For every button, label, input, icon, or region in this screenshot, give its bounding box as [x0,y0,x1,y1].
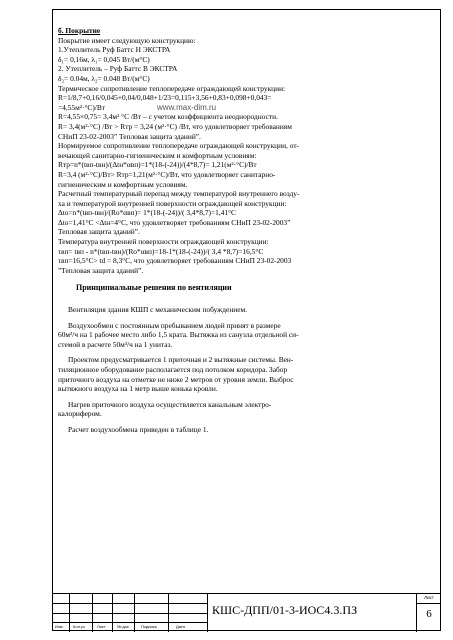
text-line: Расчетный температурный перепад между температурой внутреннего возду- [58,189,300,199]
section-heading-roof: б. Покрытие [58,26,101,35]
text-line: Воздухообмен с постоянным пребыванием людей принят в размере [68,320,281,330]
text-line: Rтр=n*(tвп-tвн)/(Δtн*αвп)=1*(18-(-24))/(4*8,7)= 1,21(м²·°С)/Вт [58,160,257,170]
text-line: Покрытие имеет следующую конструкцию: [58,35,196,45]
grid-line [92,594,93,632]
text-line: Δtо=n*(tвп-tвн)/(Rо*αвп)= 1*(18-(-24))/( 3,4*8,7)=1,41°С [58,208,236,218]
text-line: 60м³/ч на 1 рабочее место либо 1,5 крата. Вытяжка из санузла отдельной си- [58,330,299,340]
sheet-number: 6 [426,608,432,620]
paragraph [58,355,436,393]
text-line: СНиП 23-02-2003” Тепловая защита зданий”. [58,131,201,141]
text-line: τвп= tвп - n*(tвп-tвн)/(Rо*αвп)=18-1*(18-(-24))/( 3,4 *8,7)=16,5°С [58,246,264,256]
grid-line [168,594,169,632]
paragraph [58,400,436,419]
text-line: ”Тепловая защита зданий”. [58,265,144,275]
section-heading-ventilation: Принципиальные решения по вентиляции [76,283,232,293]
grid-line [52,613,207,614]
label-kol-uch: Кол.уч [73,624,85,629]
text-line: R=1/8,7+0,16/0,045+0,04/0,048+1/23=0,115+3,56+0,83+0,098+0,043= [58,93,272,103]
paragraph [58,321,436,350]
text-line: Тепловая защита зданий”. [58,227,140,237]
label-list: Лист [97,624,106,629]
text-line: Δtо=1,41°С <Δtн=4°С, что удовлетворяет требованиям СНиП 23-02-2003” [58,217,291,227]
text-line: =4,55м²·°С)/Вт [58,102,106,112]
revision-grid [52,594,207,632]
label-signature: Подпись [141,624,157,629]
text-line-with-watermark [58,103,436,113]
paragraph [58,425,436,435]
paragraph [58,305,436,315]
text-line: 2. Утеплитель – Руф Баттс В ЭКСТРА [58,64,178,74]
text-line: стемой в расчете 50м³/ч на 1 унитаз. [58,339,173,349]
document-code: КШС-ДПП/01-3-ИОС4.3.ПЗ [212,603,358,617]
sheet-label: Лист [417,595,441,604]
text-line: τвп=16,5°С> td = 8,3°С, что удовлетворяет требованиям СНиП 23-02-2003 [58,256,292,266]
text-line: R=4,55×0,75= 3,4м² °С /Вт – с учетом коэффициента неоднородности. [58,112,278,122]
text-line: вытяжного воздуха на 1 метр выше конька кровли. [58,384,218,394]
text-line: ха и температурой внутренней поверхности ограждающей конструкции: [58,198,287,208]
text-line: Вентиляция здания КШП с механическим побуждением. [68,305,248,315]
grid-line [112,594,113,632]
grid-line [52,603,207,604]
text-line: вечающей санитарно-гигиеническим и комфортным условиям: [58,150,257,160]
title-block [52,593,441,632]
text-line: Термическое сопротивление теплопередаче ограждающей конструкции: [58,83,286,93]
document-body [58,26,436,441]
watermark: www.max-dim.ru [157,102,217,112]
text-line: Нормируемое сопротивление теплопередаче ограждающей конструкции, от- [58,141,300,151]
text-line: Температура внутренней поверхности ограждающей конструкции: [58,237,269,247]
text-line: Проектом предусматривается 1 приточная и 2 вытяжные системы. Вен- [68,355,294,365]
sheet-box [416,594,441,632]
text-line: Расчет воздухообмена приведен в таблице 1. [68,424,209,434]
text-line: δ₂= 0.04м, λ₂= 0.048 Вт/(м°С) [58,73,150,83]
label-izm: Изм. [55,624,64,629]
text-line: тиляционное оборудование располагается под потолком коридора. Забор [58,365,288,374]
text-line: Нагрев приточного воздуха осуществляется канальным электро- [68,399,272,409]
text-line: δ₁= 0,16м, λ₁= 0,045 Вт/(м°С) [58,54,150,64]
text-line: 1.Утеплитель Руф Баттс Н ЭКСТРА [58,45,171,55]
grid-line [52,622,207,623]
text-line: приточного воздуха на отметке не ниже 2 метров от уровня земли. Выброс [58,374,294,384]
grid-line [134,594,135,632]
grid-line [69,594,70,632]
grid-line [207,594,208,632]
text-line: R= 3,4(м²·°С) /Вт > Rтр = 3,24 (м²·°С) /Вт, что удовлетворяет требованиям [58,121,292,131]
text-line: R=3,4 (м²·°С)/Вт> Rтр=1,21(м²·°С)/Вт, что удовлетворяет санитарно- [58,169,276,179]
text-line: гигиеническим и комфортным условиям. [58,179,188,189]
label-date: Дата [176,624,185,629]
text-line: калорифером. [58,409,102,419]
label-doc-number: № док [117,624,129,629]
